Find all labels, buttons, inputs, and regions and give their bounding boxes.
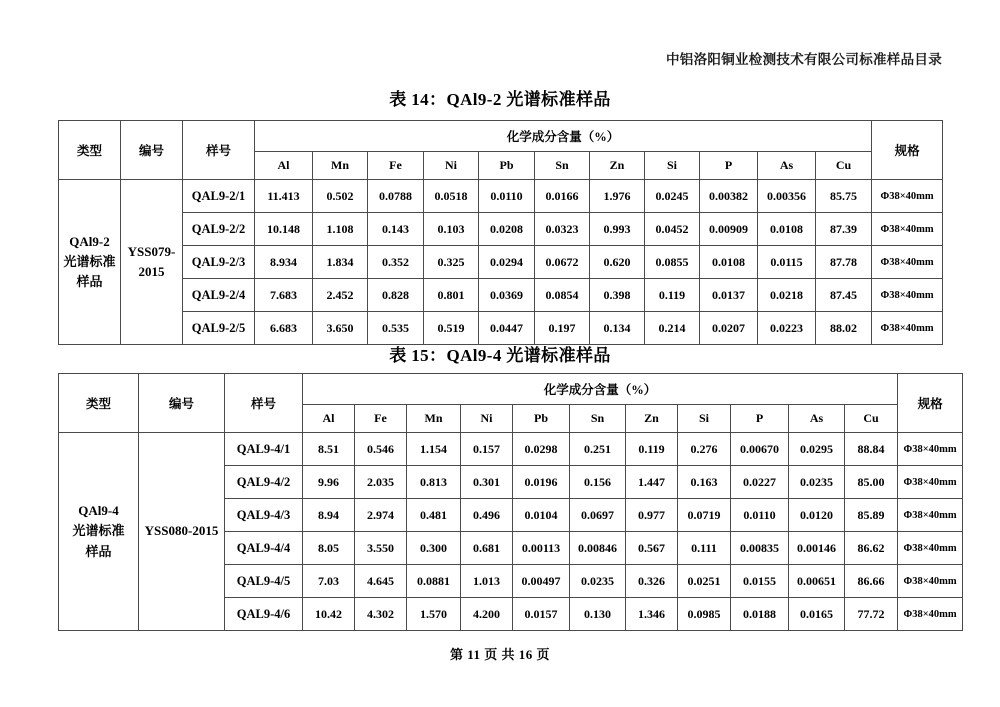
cell-value: 8.51	[303, 433, 355, 466]
cell-value: 85.75	[816, 180, 872, 213]
th-type: 类型	[59, 121, 121, 180]
th-element-si: Si	[678, 405, 731, 433]
type-line: 样品	[85, 543, 112, 559]
cell-value: 0.546	[355, 433, 407, 466]
cell-value: 0.0208	[479, 213, 535, 246]
cell-sample: QAL9-2/2	[183, 213, 255, 246]
cell-value: 0.134	[590, 312, 645, 345]
th-spec: 规格	[872, 121, 943, 180]
cell-code: YSS080-2015	[139, 433, 225, 631]
cell-value: 0.00651	[789, 565, 845, 598]
code-line: YSS079-	[127, 243, 176, 259]
cell-value: 86.62	[845, 532, 898, 565]
th-code: 编号	[121, 121, 183, 180]
cell-spec: Φ38×40mm	[898, 466, 963, 499]
table-14-title: 表 14：QAl9-2 光谱标准样品	[389, 90, 611, 109]
cell-value: 0.111	[678, 532, 731, 565]
cell-value: 6.683	[255, 312, 313, 345]
cell-value: 0.535	[368, 312, 424, 345]
cell-value: 0.0110	[479, 180, 535, 213]
cell-value: 0.0155	[731, 565, 789, 598]
cell-type	[59, 433, 139, 631]
cell-value: 0.0788	[368, 180, 424, 213]
cell-value: 1.346	[626, 598, 678, 631]
cell-value: 85.89	[845, 499, 898, 532]
th-element-zn: Zn	[590, 152, 645, 180]
cell-value: 0.0108	[700, 246, 758, 279]
th-element-mn: Mn	[407, 405, 461, 433]
cell-spec: Φ38×40mm	[898, 598, 963, 631]
cell-value: 0.276	[678, 433, 731, 466]
th-element-sn: Sn	[570, 405, 626, 433]
cell-sample: QAL9-4/3	[225, 499, 303, 532]
code-line: 2015	[138, 264, 165, 279]
table-row	[59, 433, 963, 466]
cell-sample: QAL9-4/5	[225, 565, 303, 598]
th-element-cu: Cu	[845, 405, 898, 433]
type-line: 光谱标准	[72, 523, 125, 539]
cell-value: 0.00113	[513, 532, 570, 565]
cell-value: 0.0207	[700, 312, 758, 345]
cell-sample: QAL9-4/6	[225, 598, 303, 631]
table-15-title: 表 15：QAl9-4 光谱标准样品	[389, 346, 611, 365]
type-line: 样品	[76, 274, 103, 290]
cell-value: 0.0196	[513, 466, 570, 499]
cell-code	[121, 180, 183, 345]
cell-spec: Φ38×40mm	[898, 565, 963, 598]
table-14	[58, 120, 943, 345]
cell-spec: Φ38×40mm	[872, 180, 943, 213]
cell-value: 1.447	[626, 466, 678, 499]
cell-value: 0.0166	[535, 180, 590, 213]
cell-value: 0.813	[407, 466, 461, 499]
cell-value: 0.519	[424, 312, 479, 345]
cell-value: 87.78	[816, 246, 872, 279]
cell-sample: QAL9-4/1	[225, 433, 303, 466]
cell-value: 9.96	[303, 466, 355, 499]
cell-value: 1.834	[313, 246, 368, 279]
cell-sample: QAL9-4/4	[225, 532, 303, 565]
th-element-si: Si	[645, 152, 700, 180]
cell-value: 0.0447	[479, 312, 535, 345]
cell-spec: Φ38×40mm	[872, 213, 943, 246]
cell-value: 7.683	[255, 279, 313, 312]
cell-value: 0.157	[461, 433, 513, 466]
th-composition: 化学成分含量（%）	[255, 121, 872, 152]
th-element-as: As	[789, 405, 845, 433]
cell-value: 0.0881	[407, 565, 461, 598]
table-15	[58, 373, 963, 631]
cell-value: 0.0137	[700, 279, 758, 312]
cell-value: 0.0294	[479, 246, 535, 279]
th-element-sn: Sn	[535, 152, 590, 180]
cell-value: 0.0298	[513, 433, 570, 466]
cell-value: 85.00	[845, 466, 898, 499]
cell-value: 0.620	[590, 246, 645, 279]
cell-value: 0.0157	[513, 598, 570, 631]
cell-value: 7.03	[303, 565, 355, 598]
cell-value: 0.214	[645, 312, 700, 345]
th-spec: 规格	[898, 374, 963, 433]
cell-value: 0.0854	[535, 279, 590, 312]
cell-value: 0.197	[535, 312, 590, 345]
cell-value: 0.00835	[731, 532, 789, 565]
cell-sample: QAL9-2/5	[183, 312, 255, 345]
cell-value: 4.200	[461, 598, 513, 631]
cell-value: 0.00382	[700, 180, 758, 213]
cell-value: 87.45	[816, 279, 872, 312]
cell-value: 0.0985	[678, 598, 731, 631]
cell-value: 8.05	[303, 532, 355, 565]
cell-value: 10.148	[255, 213, 313, 246]
th-element-p: P	[700, 152, 758, 180]
th-element-pb: Pb	[513, 405, 570, 433]
th-sample: 样号	[183, 121, 255, 180]
table-row	[59, 246, 943, 279]
cell-value: 0.0227	[731, 466, 789, 499]
page-footer: 第 11 页 共 16 页	[449, 647, 551, 662]
cell-value: 0.103	[424, 213, 479, 246]
cell-value: 0.251	[570, 433, 626, 466]
cell-value: 0.993	[590, 213, 645, 246]
cell-value: 3.650	[313, 312, 368, 345]
cell-value: 0.326	[626, 565, 678, 598]
th-element-zn: Zn	[626, 405, 678, 433]
cell-value: 2.974	[355, 499, 407, 532]
cell-value: 0.119	[626, 433, 678, 466]
th-element-pb: Pb	[479, 152, 535, 180]
cell-value: 1.108	[313, 213, 368, 246]
cell-value: 4.645	[355, 565, 407, 598]
th-code: 编号	[139, 374, 225, 433]
cell-value: 1.013	[461, 565, 513, 598]
cell-value: 0.325	[424, 246, 479, 279]
cell-value: 0.0115	[758, 246, 816, 279]
cell-value: 0.00846	[570, 532, 626, 565]
th-element-ni: Ni	[461, 405, 513, 433]
cell-value: 0.0235	[570, 565, 626, 598]
cell-value: 0.163	[678, 466, 731, 499]
cell-value: 0.0719	[678, 499, 731, 532]
cell-value: 2.035	[355, 466, 407, 499]
cell-value: 0.130	[570, 598, 626, 631]
type-line: 光谱标准	[63, 253, 116, 269]
cell-value: 0.0855	[645, 246, 700, 279]
table-row	[59, 279, 943, 312]
cell-value: 0.567	[626, 532, 678, 565]
cell-value: 0.828	[368, 279, 424, 312]
cell-value: 0.681	[461, 532, 513, 565]
cell-value: 0.0104	[513, 499, 570, 532]
cell-value: 0.352	[368, 246, 424, 279]
cell-value: 0.0697	[570, 499, 626, 532]
cell-value: 1.570	[407, 598, 461, 631]
cell-value: 0.496	[461, 499, 513, 532]
type-line: QAl9-2	[69, 233, 110, 249]
cell-value: 2.452	[313, 279, 368, 312]
table-row	[59, 213, 943, 246]
cell-sample: QAL9-2/1	[183, 180, 255, 213]
cell-value: 0.0323	[535, 213, 590, 246]
cell-value: 0.301	[461, 466, 513, 499]
cell-value: 0.00909	[700, 213, 758, 246]
cell-value: 10.42	[303, 598, 355, 631]
cell-spec: Φ38×40mm	[872, 246, 943, 279]
cell-value: 0.0518	[424, 180, 479, 213]
cell-value: 0.0110	[731, 499, 789, 532]
cell-value: 0.0235	[789, 466, 845, 499]
cell-value: 0.0223	[758, 312, 816, 345]
th-composition: 化学成分含量（%）	[303, 374, 898, 405]
cell-value: 0.0369	[479, 279, 535, 312]
table-15-wrapper	[58, 373, 957, 631]
type-line: QAl9-4	[78, 503, 119, 519]
cell-value: 0.0452	[645, 213, 700, 246]
cell-value: 0.0295	[789, 433, 845, 466]
cell-spec: Φ38×40mm	[898, 433, 963, 466]
cell-spec: Φ38×40mm	[898, 532, 963, 565]
cell-value: 8.94	[303, 499, 355, 532]
cell-value: 0.0251	[678, 565, 731, 598]
th-element-cu: Cu	[816, 152, 872, 180]
cell-value: 0.156	[570, 466, 626, 499]
cell-value: 0.398	[590, 279, 645, 312]
cell-value: 77.72	[845, 598, 898, 631]
cell-value: 0.0165	[789, 598, 845, 631]
cell-value: 86.66	[845, 565, 898, 598]
th-element-fe: Fe	[368, 152, 424, 180]
cell-spec: Φ38×40mm	[898, 499, 963, 532]
cell-value: 0.0188	[731, 598, 789, 631]
th-sample: 样号	[225, 374, 303, 433]
cell-value: 8.934	[255, 246, 313, 279]
cell-value: 1.154	[407, 433, 461, 466]
th-element-as: As	[758, 152, 816, 180]
cell-value: 3.550	[355, 532, 407, 565]
th-element-al: Al	[255, 152, 313, 180]
cell-value: 0.502	[313, 180, 368, 213]
cell-value: 87.39	[816, 213, 872, 246]
cell-value: 11.413	[255, 180, 313, 213]
table-14-wrapper	[58, 120, 942, 345]
table-row	[59, 180, 943, 213]
cell-value: 0.977	[626, 499, 678, 532]
cell-value: 88.84	[845, 433, 898, 466]
cell-sample: QAL9-2/3	[183, 246, 255, 279]
cell-value: 0.00497	[513, 565, 570, 598]
th-element-fe: Fe	[355, 405, 407, 433]
cell-value: 0.300	[407, 532, 461, 565]
cell-value: 0.0120	[789, 499, 845, 532]
cell-value: 4.302	[355, 598, 407, 631]
cell-value: 1.976	[590, 180, 645, 213]
cell-value: 0.00146	[789, 532, 845, 565]
cell-value: 0.481	[407, 499, 461, 532]
cell-value: 0.0672	[535, 246, 590, 279]
cell-spec: Φ38×40mm	[872, 312, 943, 345]
cell-spec: Φ38×40mm	[872, 279, 943, 312]
th-element-ni: Ni	[424, 152, 479, 180]
table-row	[59, 312, 943, 345]
cell-value: 0.0218	[758, 279, 816, 312]
cell-value: 0.00670	[731, 433, 789, 466]
th-element-p: P	[731, 405, 789, 433]
page-header-company: 中铝洛阳铜业检测技术有限公司标准样品目录	[666, 52, 942, 67]
cell-value: 0.801	[424, 279, 479, 312]
cell-sample: QAL9-2/4	[183, 279, 255, 312]
cell-value: 0.0108	[758, 213, 816, 246]
th-type: 类型	[59, 374, 139, 433]
cell-value: 0.0245	[645, 180, 700, 213]
cell-value: 0.00356	[758, 180, 816, 213]
th-element-mn: Mn	[313, 152, 368, 180]
cell-type	[59, 180, 121, 345]
cell-value: 0.119	[645, 279, 700, 312]
cell-sample: QAL9-4/2	[225, 466, 303, 499]
th-element-al: Al	[303, 405, 355, 433]
cell-value: 88.02	[816, 312, 872, 345]
cell-value: 0.143	[368, 213, 424, 246]
